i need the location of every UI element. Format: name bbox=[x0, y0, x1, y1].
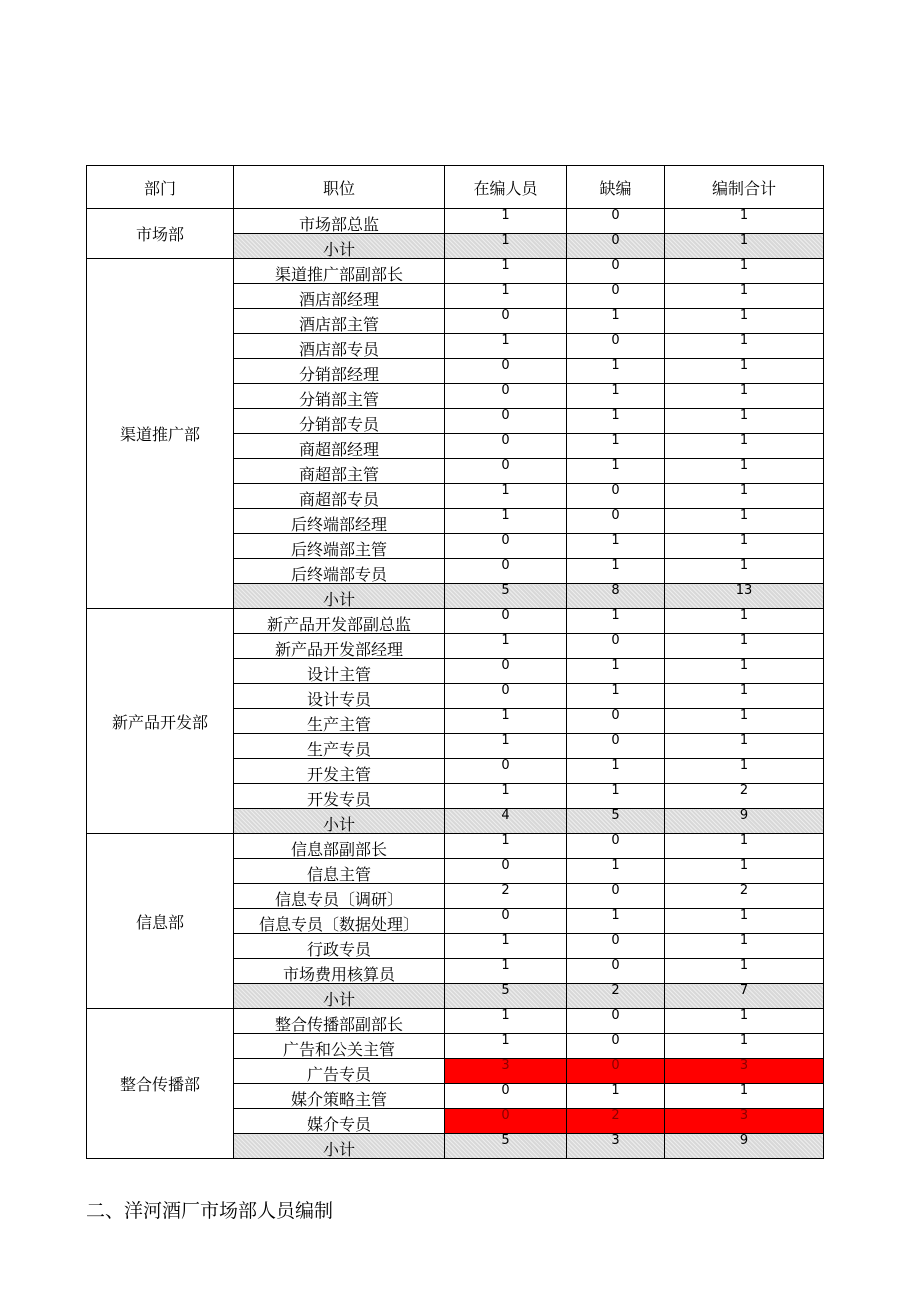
header-position: 职位 bbox=[234, 166, 445, 209]
vacant-count: 0 bbox=[567, 934, 665, 959]
vacant-count: 0 bbox=[567, 234, 665, 259]
total-count: 1 bbox=[665, 709, 824, 734]
staffed-count: 0 bbox=[445, 384, 567, 409]
total-count: 9 bbox=[665, 1134, 824, 1159]
vacant-count: 1 bbox=[567, 659, 665, 684]
staffed-count: 0 bbox=[445, 1109, 567, 1134]
position-name: 生产专员 bbox=[234, 734, 445, 759]
staffed-count: 1 bbox=[445, 1034, 567, 1059]
position-name: 设计主管 bbox=[234, 659, 445, 684]
vacant-count: 1 bbox=[567, 409, 665, 434]
position-name: 信息主管 bbox=[234, 859, 445, 884]
department-name: 信息部 bbox=[87, 834, 234, 1009]
staffed-count: 0 bbox=[445, 759, 567, 784]
table-row bbox=[87, 209, 824, 234]
vacant-count: 0 bbox=[567, 634, 665, 659]
position-name: 信息专员〔数据处理〕 bbox=[234, 909, 445, 934]
total-count: 1 bbox=[665, 934, 824, 959]
vacant-count: 0 bbox=[567, 1034, 665, 1059]
staffed-count: 0 bbox=[445, 659, 567, 684]
position-name: 商超部专员 bbox=[234, 484, 445, 509]
total-count: 1 bbox=[665, 659, 824, 684]
position-name: 市场费用核算员 bbox=[234, 959, 445, 984]
position-name: 开发专员 bbox=[234, 784, 445, 809]
staffed-count: 1 bbox=[445, 259, 567, 284]
subtotal-label: 小计 bbox=[234, 234, 445, 259]
position-name: 商超部主管 bbox=[234, 459, 445, 484]
position-name: 酒店部主管 bbox=[234, 309, 445, 334]
total-count: 1 bbox=[665, 909, 824, 934]
total-count: 9 bbox=[665, 809, 824, 834]
staffed-count: 3 bbox=[445, 1059, 567, 1084]
staffed-count: 0 bbox=[445, 534, 567, 559]
position-name: 广告和公关主管 bbox=[234, 1034, 445, 1059]
staffed-count: 1 bbox=[445, 834, 567, 859]
vacant-count: 0 bbox=[567, 484, 665, 509]
position-name: 分销部经理 bbox=[234, 359, 445, 384]
total-count: 1 bbox=[665, 284, 824, 309]
vacant-count: 0 bbox=[567, 259, 665, 284]
total-count: 1 bbox=[665, 684, 824, 709]
staffed-count: 5 bbox=[445, 584, 567, 609]
position-name: 新产品开发部经理 bbox=[234, 634, 445, 659]
vacant-count: 5 bbox=[567, 809, 665, 834]
position-name: 行政专员 bbox=[234, 934, 445, 959]
position-name: 开发主管 bbox=[234, 759, 445, 784]
position-name: 渠道推广部副部长 bbox=[234, 259, 445, 284]
table-row bbox=[87, 1009, 824, 1034]
position-name: 整合传播部副部长 bbox=[234, 1009, 445, 1034]
position-name: 媒介专员 bbox=[234, 1109, 445, 1134]
staffed-count: 0 bbox=[445, 459, 567, 484]
vacant-count: 0 bbox=[567, 209, 665, 234]
staffed-count: 1 bbox=[445, 234, 567, 259]
vacant-count: 1 bbox=[567, 759, 665, 784]
subtotal-label: 小计 bbox=[234, 809, 445, 834]
department-name: 渠道推广部 bbox=[87, 259, 234, 609]
position-name: 广告专员 bbox=[234, 1059, 445, 1084]
vacant-count: 1 bbox=[567, 384, 665, 409]
position-name: 设计专员 bbox=[234, 684, 445, 709]
vacant-count: 2 bbox=[567, 984, 665, 1009]
staffed-count: 1 bbox=[445, 209, 567, 234]
department-name: 新产品开发部 bbox=[87, 609, 234, 834]
position-name: 信息专员〔调研〕 bbox=[234, 884, 445, 909]
total-count: 1 bbox=[665, 409, 824, 434]
position-name: 酒店部经理 bbox=[234, 284, 445, 309]
total-count: 1 bbox=[665, 1084, 824, 1109]
staffed-count: 1 bbox=[445, 734, 567, 759]
vacant-count: 1 bbox=[567, 784, 665, 809]
staffed-count: 1 bbox=[445, 709, 567, 734]
position-name: 商超部经理 bbox=[234, 434, 445, 459]
staffed-count: 1 bbox=[445, 934, 567, 959]
staffed-count: 1 bbox=[445, 484, 567, 509]
total-count: 1 bbox=[665, 459, 824, 484]
vacant-count: 0 bbox=[567, 709, 665, 734]
staffed-count: 4 bbox=[445, 809, 567, 834]
position-name: 生产主管 bbox=[234, 709, 445, 734]
total-count: 1 bbox=[665, 859, 824, 884]
total-count: 1 bbox=[665, 484, 824, 509]
staffed-count: 0 bbox=[445, 859, 567, 884]
staffed-count: 1 bbox=[445, 1009, 567, 1034]
total-count: 1 bbox=[665, 334, 824, 359]
total-count: 1 bbox=[665, 834, 824, 859]
position-name: 分销部主管 bbox=[234, 384, 445, 409]
total-count: 1 bbox=[665, 359, 824, 384]
vacant-count: 1 bbox=[567, 559, 665, 584]
total-count: 1 bbox=[665, 634, 824, 659]
total-count: 1 bbox=[665, 309, 824, 334]
total-count: 1 bbox=[665, 559, 824, 584]
vacant-count: 1 bbox=[567, 684, 665, 709]
total-count: 2 bbox=[665, 784, 824, 809]
staffed-count: 1 bbox=[445, 784, 567, 809]
vacant-count: 0 bbox=[567, 884, 665, 909]
total-count: 1 bbox=[665, 1009, 824, 1034]
position-name: 后终端部专员 bbox=[234, 559, 445, 584]
staffed-count: 5 bbox=[445, 984, 567, 1009]
total-count: 1 bbox=[665, 734, 824, 759]
staffing-table bbox=[86, 165, 824, 1159]
staffed-count: 2 bbox=[445, 884, 567, 909]
total-count: 1 bbox=[665, 259, 824, 284]
position-name: 后终端部主管 bbox=[234, 534, 445, 559]
staffed-count: 0 bbox=[445, 559, 567, 584]
header-total: 编制合计 bbox=[665, 166, 824, 209]
staffed-count: 5 bbox=[445, 1134, 567, 1159]
position-name: 分销部专员 bbox=[234, 409, 445, 434]
position-name: 市场部总监 bbox=[234, 209, 445, 234]
staffed-count: 0 bbox=[445, 609, 567, 634]
vacant-count: 1 bbox=[567, 859, 665, 884]
section-title: 二、洋河酒厂市场部人员编制 bbox=[86, 1200, 334, 1222]
staffed-count: 1 bbox=[445, 284, 567, 309]
staffed-count: 1 bbox=[445, 509, 567, 534]
subtotal-label: 小计 bbox=[234, 584, 445, 609]
vacant-count: 0 bbox=[567, 959, 665, 984]
vacant-count: 1 bbox=[567, 434, 665, 459]
header-department: 部门 bbox=[87, 166, 234, 209]
position-name: 后终端部经理 bbox=[234, 509, 445, 534]
header-staffed: 在编人员 bbox=[445, 166, 567, 209]
vacant-count: 1 bbox=[567, 459, 665, 484]
vacant-count: 0 bbox=[567, 734, 665, 759]
vacant-count: 3 bbox=[567, 1134, 665, 1159]
subtotal-label: 小计 bbox=[234, 984, 445, 1009]
table-row bbox=[87, 609, 824, 634]
vacant-count: 1 bbox=[567, 609, 665, 634]
total-count: 1 bbox=[665, 509, 824, 534]
staffed-count: 0 bbox=[445, 684, 567, 709]
vacant-count: 1 bbox=[567, 534, 665, 559]
staffed-count: 0 bbox=[445, 1084, 567, 1109]
vacant-count: 0 bbox=[567, 1009, 665, 1034]
position-name: 新产品开发部副总监 bbox=[234, 609, 445, 634]
vacant-count: 0 bbox=[567, 509, 665, 534]
department-name: 整合传播部 bbox=[87, 1009, 234, 1159]
staffed-count: 1 bbox=[445, 334, 567, 359]
total-count: 1 bbox=[665, 384, 824, 409]
total-count: 1 bbox=[665, 759, 824, 784]
total-count: 3 bbox=[665, 1059, 824, 1084]
table-row bbox=[87, 834, 824, 859]
vacant-count: 0 bbox=[567, 834, 665, 859]
table-body bbox=[87, 209, 824, 1159]
vacant-count: 1 bbox=[567, 909, 665, 934]
staffed-count: 0 bbox=[445, 409, 567, 434]
total-count: 1 bbox=[665, 534, 824, 559]
vacant-count: 8 bbox=[567, 584, 665, 609]
staffed-count: 0 bbox=[445, 359, 567, 384]
total-count: 1 bbox=[665, 234, 824, 259]
total-count: 1 bbox=[665, 434, 824, 459]
total-count: 3 bbox=[665, 1109, 824, 1134]
staffed-count: 0 bbox=[445, 309, 567, 334]
staffed-count: 0 bbox=[445, 909, 567, 934]
table-row bbox=[87, 259, 824, 284]
total-count: 2 bbox=[665, 884, 824, 909]
vacant-count: 2 bbox=[567, 1109, 665, 1134]
staffed-count: 1 bbox=[445, 959, 567, 984]
staffed-count: 1 bbox=[445, 634, 567, 659]
total-count: 7 bbox=[665, 984, 824, 1009]
table-header-row bbox=[87, 166, 824, 209]
total-count: 1 bbox=[665, 609, 824, 634]
total-count: 1 bbox=[665, 1034, 824, 1059]
vacant-count: 0 bbox=[567, 334, 665, 359]
staffed-count: 0 bbox=[445, 434, 567, 459]
vacant-count: 0 bbox=[567, 1059, 665, 1084]
position-name: 酒店部专员 bbox=[234, 334, 445, 359]
total-count: 1 bbox=[665, 959, 824, 984]
total-count: 13 bbox=[665, 584, 824, 609]
subtotal-label: 小计 bbox=[234, 1134, 445, 1159]
vacant-count: 1 bbox=[567, 309, 665, 334]
header-vacant: 缺编 bbox=[567, 166, 665, 209]
total-count: 1 bbox=[665, 209, 824, 234]
position-name: 信息部副部长 bbox=[234, 834, 445, 859]
vacant-count: 1 bbox=[567, 359, 665, 384]
position-name: 媒介策略主管 bbox=[234, 1084, 445, 1109]
vacant-count: 0 bbox=[567, 284, 665, 309]
vacant-count: 1 bbox=[567, 1084, 665, 1109]
department-name: 市场部 bbox=[87, 209, 234, 259]
